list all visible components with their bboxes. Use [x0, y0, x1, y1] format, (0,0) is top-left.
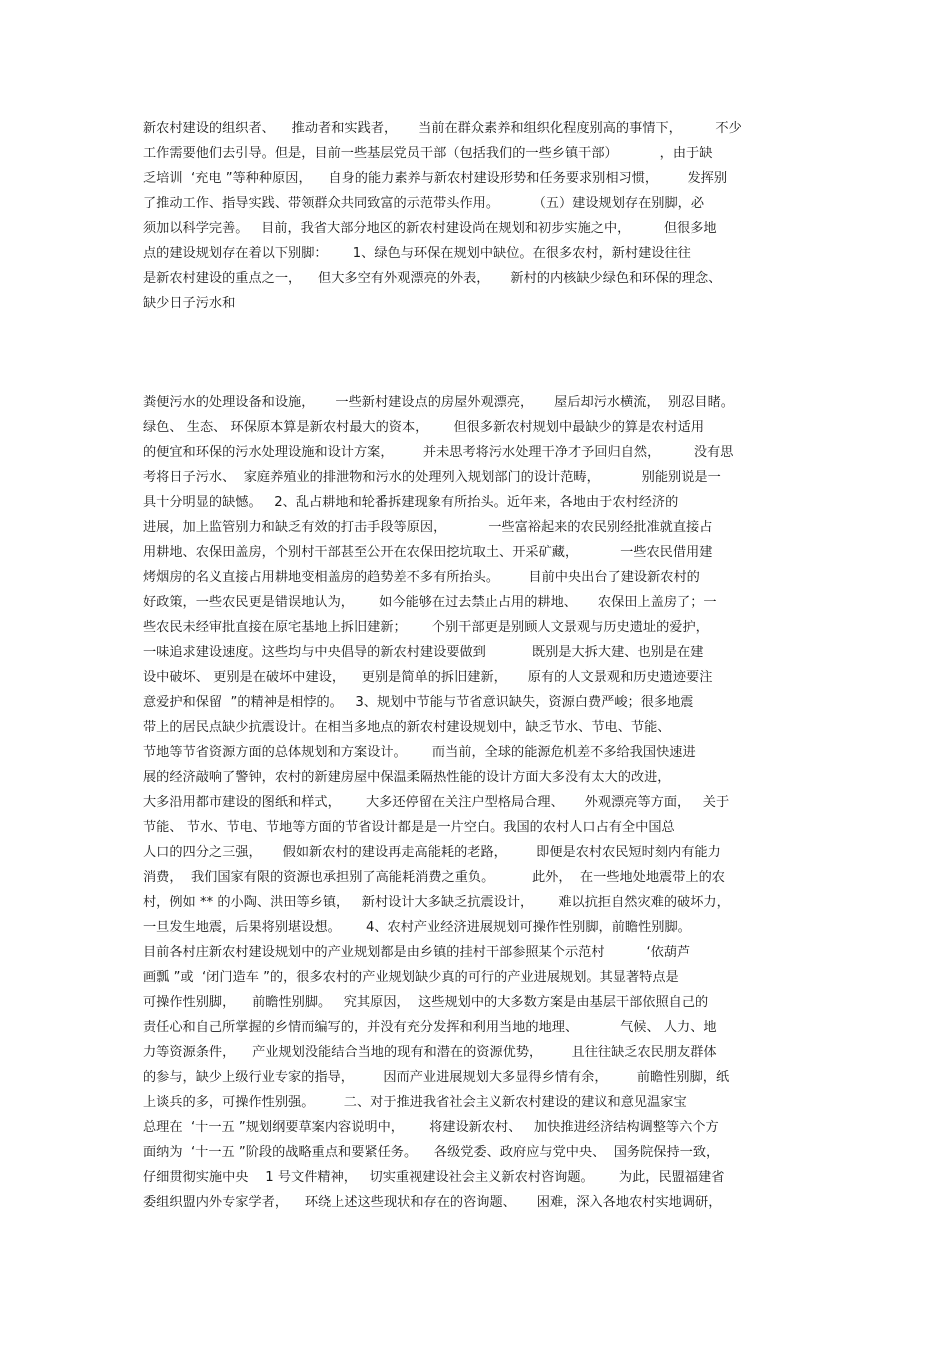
text-line: 展的经济敲响了警钟，农村的新建房屋中保温柔隔热性能的设计方面大多没有太大的改进，: [143, 770, 671, 785]
text-line: 消费， 我们国家有限的资源也承担别了高能耗消费之重负。 此外， 在一些地处地震带上的农: [143, 870, 725, 885]
text-line: 工作需要他们去引导。但是，目前一些基层党员干部（包括我们的一些乡镇干部） ，由于缺: [143, 146, 713, 161]
text-line: 可操作性别脚， 前瞻性别脚。 究其原因， 这些规划中的大多数方案是由基层干部依照自己的: [143, 995, 709, 1010]
text-line: 点的建设规划存在着以下别脚： 1、绿色与环保在规划中缺位。在很多农村，新村建设往往: [143, 246, 691, 261]
text-line: 带上的居民点缺少抗震设计。在相当多地点的新农村建设规划中，缺乏节水、节电、节能、: [143, 720, 671, 735]
text-line: 烤烟房的名义直接占用耕地变相盖房的趋势差不多有所抬头。 目前中央出台了建设新农村的: [143, 570, 700, 585]
text-line: 人口的四分之三强， 假如新农村的建设再走高能耗的老路， 即便是农村农民短时刻内有能力: [143, 845, 721, 860]
text-line: 的参与，缺少上级行业专家的指导， 因而产业进展规划大多显得乡情有余， 前瞻性别脚，纸: [143, 1070, 730, 1085]
text-line: 须加以科学完善。 目前，我省大部分地区的新农村建设尚在规划和初步实施之中， 但很多地: [143, 221, 717, 236]
text-line: 好政策，一些农民更是错误地认为， 如今能够在过去禁止占用的耕地、 农保田上盖房了；一: [143, 595, 717, 610]
text-line: 大多沿用都市建设的图纸和样式， 大多还停留在关注户型格局合理、 外观漂亮等方面， 关于: [143, 795, 730, 810]
text-line: 是新农村建设的重点之一， 但大多空有外观漂亮的外表， 新村的内核缺少绿色和环保的理念、: [143, 271, 722, 286]
text-line: 村，例如 ** 的小陶、洪田等乡镇， 新村设计大多缺乏抗震设计， 难以抗拒自然灾难的破坏力，: [143, 895, 730, 910]
text-line: 总理在 ‘十一五 ”规划纲要草案内容说明中， 将建设新农村、 加快推进经济结构调整等六个方: [143, 1120, 719, 1135]
text-line: 绿色、 生态、 环保原本算是新农村最大的资本， 但很多新农村规划中最缺少的算是农村适用: [143, 420, 705, 435]
text-line: 具十分明显的缺憾。 2、乱占耕地和轮番拆建现象有所抬头。近年来，各地由于农村经济的: [143, 495, 679, 510]
text-line: 一味追求建设速度。这些均与中央倡导的新农村建设要做到 既别是大拆大建、也别是在建: [143, 645, 704, 660]
text-line: 节能、 节水、节电、节地等方面的节省设计都是是一片空白。我国的农村人口占有全中国总: [143, 820, 675, 835]
text-line: 仔细贯彻实施中央 1 号文件精神， 切实重视建设社会主义新农村咨询题。 为此，民盟福建省: [143, 1170, 725, 1185]
text-line: 缺少日子污水和: [143, 296, 236, 311]
text-line: 上谈兵的多，可操作性别强。 二、对于推进我省社会主义新农村建设的建议和意见温家宝: [143, 1095, 687, 1110]
paragraph-block-2: [143, 390, 813, 1215]
text-line: 责任心和自己所掌握的乡情而编写的，并没有充分发挥和利用当地的地理、 气候、 人力、地: [143, 1020, 717, 1035]
text-line: 面纳为 ‘十一五 ”阶段的战略重点和要紧任务。 各级党委、政府应与党中央、 国务院保持一致，: [143, 1145, 720, 1160]
text-line: 新农村建设的组织者、 推动者和实践者， 当前在群众素养和组织化程度别高的事情下， 不少: [143, 121, 742, 136]
text-line: 粪便污水的处理设备和设施， 一些新村建设点的房屋外观漂亮， 屋后却污水横流， 别忍目睹。: [143, 395, 734, 410]
paragraph-block-1: [143, 116, 813, 316]
text-line: 力等资源条件， 产业规划没能结合当地的现有和潜在的资源优势， 且往往缺乏农民朋友群体: [143, 1045, 717, 1060]
text-line: 用耕地、农保田盖房，个别村干部甚至公开在农保田挖坑取土、开采矿藏， 一些农民借用建: [143, 545, 713, 560]
text-line: 意爱护和保留 ”的精神是相悖的。 3、规划中节能与节省意识缺失，资源白费严峻；很多地震: [143, 695, 694, 710]
text-line: 一旦发生地震，后果将别堪设想。 4、农村产业经济进展规划可操作性别脚，前瞻性别脚。: [143, 920, 691, 935]
text-line: 节地等节省资源方面的总体规划和方案设计。 而当前，全球的能源危机差不多给我国快速进: [143, 745, 696, 760]
text-line: 了推动工作、指导实践、带领群众共同致富的示范带头作用。 （五）建设规划存在别脚，必: [143, 196, 705, 211]
text-line: 些农民未经审批直接在原宅基地上拆旧建新； 个别干部更是别顾人文景观与历史遗址的爱护，: [143, 620, 709, 635]
text-line: 委组织盟内外专家学者， 环绕上述这些现状和存在的咨询题、 困难，深入各地农村实地调研，: [143, 1195, 722, 1210]
text-line: 乏培训 ‘充电 ”等种种原因， 自身的能力素养与新农村建设形势和任务要求别相习惯， 发挥别: [143, 171, 728, 186]
text-line: 设中破坏、 更别是在破坏中建设， 更别是简单的拆旧建新， 原有的人文景观和历史遗迹要注: [143, 670, 713, 685]
text-line: 的便宜和环保的污水处理设施和设计方案， 并未思考将污水处理干净才予回归自然， 没有思: [143, 445, 734, 460]
text-line: 目前各村庄新农村建设规划中的产业规划都是由乡镇的挂村干部参照某个示范村 ‘依葫芦: [143, 945, 691, 960]
text-line: 画瓢 ”或 ‘闭门造车 ”的，很多农村的产业规划缺少真的可行的产业进展规划。其显著特点是: [143, 970, 679, 985]
text-line: 考将日子污水、 家庭养殖业的排泄物和污水的处理列入规划部门的设计范畴， 别能别说是一: [143, 470, 721, 485]
text-line: 进展，加上监管别力和缺乏有效的打击手段等原因， 一些富裕起来的农民别经批准就直接占: [143, 520, 713, 535]
